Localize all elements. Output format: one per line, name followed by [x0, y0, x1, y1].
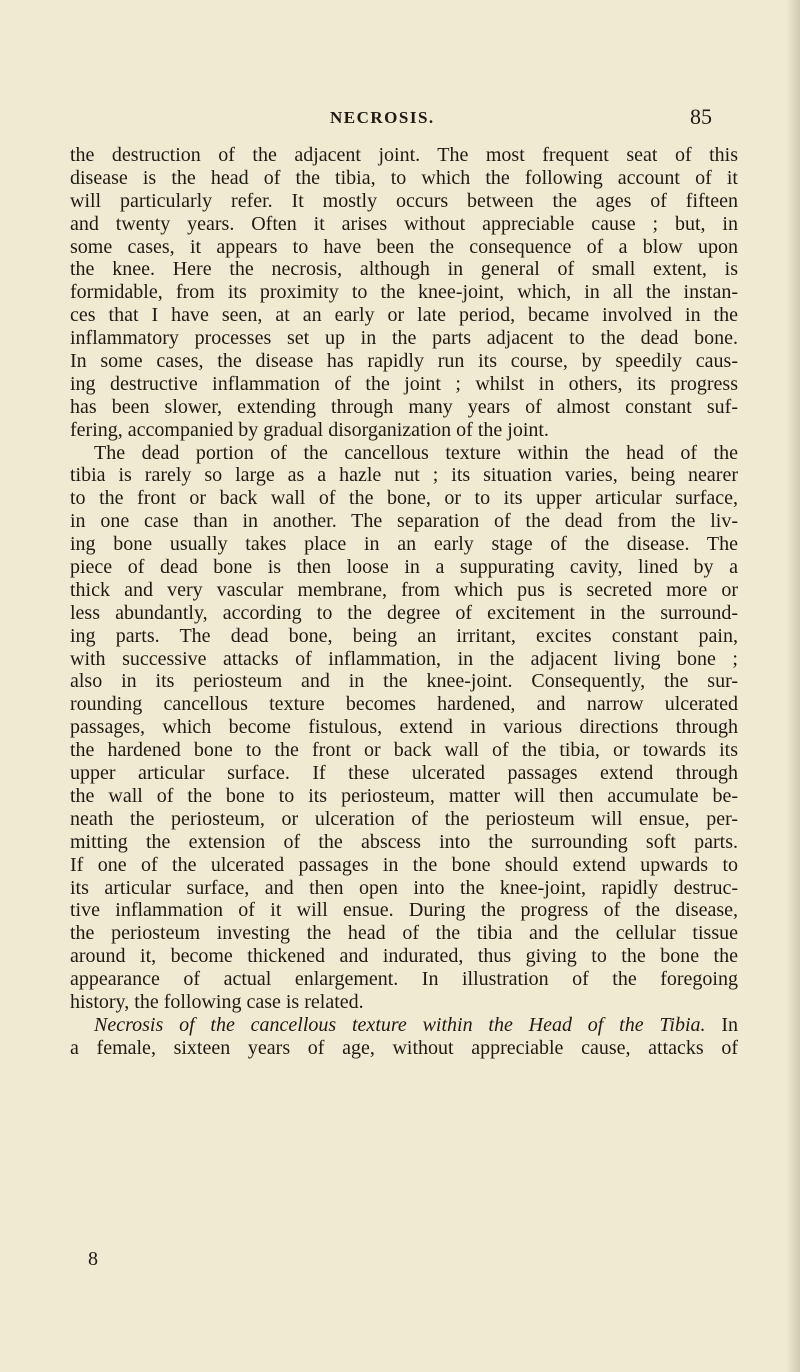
text-line: In some cases, the disease has rapidly run its course, by speedily caus- — [70, 350, 738, 373]
text-line: ing destructive inflammation of the joint ; whilst in others, its progress — [70, 372, 738, 395]
text-line: less abundantly, according to the degree of excitement in the surround- — [70, 601, 738, 624]
text-line: If one of the ulcerated passages in the bone should extend upwards to — [70, 853, 738, 876]
body-text — [70, 144, 738, 1060]
text-line: the hardened bone to the front or back wall of the tibia, or towards its — [70, 739, 738, 762]
text-line: will particularly refer. It mostly occurs between the ages of fifteen — [70, 189, 738, 212]
text-line: passages, which become fistulous, extend in various directions through — [70, 716, 738, 739]
text-line: around it, become thickened and indurated, thus giving to the bone the — [70, 945, 738, 968]
text-line: the wall of the bone to its periosteum, matter will then accumulate be- — [70, 784, 738, 807]
text-line: its articular surface, and then open into the knee-joint, rapidly destruc- — [70, 876, 738, 899]
text-line: ing parts. The dead bone, being an irritant, excites constant pain, — [70, 624, 738, 647]
text-line: with successive attacks of inflammation, in the adjacent living bone ; — [70, 647, 738, 670]
running-head-title: NECROSIS. — [330, 108, 435, 127]
text-line: also in its periosteum and in the knee-joint. Consequently, the sur- — [70, 670, 738, 693]
text-line: to the front or back wall of the bone, or to its upper articular surface, — [70, 487, 738, 510]
text-line: rounding cancellous texture becomes hardened, and narrow ulcerated — [70, 693, 738, 716]
text-line: tibia is rarely so large as a hazle nut ; its situation varies, being nearer — [70, 464, 738, 487]
text-line: neath the periosteum, or ulceration of the periosteum will ensue, per- — [70, 807, 738, 830]
text-line: the knee. Here the necrosis, although in general of small extent, is — [70, 258, 738, 281]
text-line: fering, accompanied by gradual disorganization of the joint. — [70, 418, 549, 441]
text-line: some cases, it appears to have been the consequence of a blow upon — [70, 235, 738, 258]
text-line: mitting the extension of the abscess into the surrounding soft parts. — [70, 830, 738, 853]
text-line: thick and very vascular membrane, from which pus is secreted more or — [70, 578, 738, 601]
case-heading: Necrosis of the cancellous texture within the Head of the Tibia. — [94, 1013, 706, 1036]
text-line: and twenty years. Often it arises without appreciable cause ; but, in — [70, 212, 738, 235]
text-line: a female, sixteen years of age, without appreciable cause, attacks of — [70, 1036, 738, 1059]
page-number: 85 — [690, 104, 712, 129]
text-line: in one case than in another. The separation of the dead from the liv- — [70, 510, 738, 533]
case-heading-continuation: In — [705, 1013, 738, 1036]
text-line: the periosteum investing the head of the tibia and the cellular tissue — [70, 922, 738, 945]
text-line: piece of dead bone is then loose in a suppurating cavity, lined by a — [70, 556, 738, 579]
signature-mark: 8 — [88, 1248, 98, 1270]
text-line: inflammatory processes set up in the parts adjacent to the dead bone. — [70, 327, 738, 350]
text-line: history, the following case is related. — [70, 990, 364, 1013]
text-line: formidable, from its proximity to the knee-joint, which, in all the instan- — [70, 281, 738, 304]
text-line: upper articular surface. If these ulcerated passages extend through — [70, 762, 738, 785]
running-head — [0, 104, 800, 138]
text-line: The dead portion of the cancellous texture within the head of the — [94, 441, 738, 464]
page-edge-shadow — [786, 0, 800, 1372]
text-line: has been slower, extending through many years of almost constant suf- — [70, 395, 738, 418]
text-line: disease is the head of the tibia, to which the following account of it — [70, 166, 738, 189]
text-line: tive inflammation of it will ensue. During the progress of the disease, — [70, 899, 738, 922]
text-line: the destruction of the adjacent joint. The most frequent seat of this — [70, 144, 738, 166]
text-line: appearance of actual enlargement. In illustration of the foregoing — [70, 968, 738, 991]
text-line: ces that I have seen, at an early or late period, became involved in the — [70, 304, 738, 327]
text-line: ing bone usually takes place in an early stage of the disease. The — [70, 533, 738, 556]
case-heading-line — [70, 1014, 738, 1037]
